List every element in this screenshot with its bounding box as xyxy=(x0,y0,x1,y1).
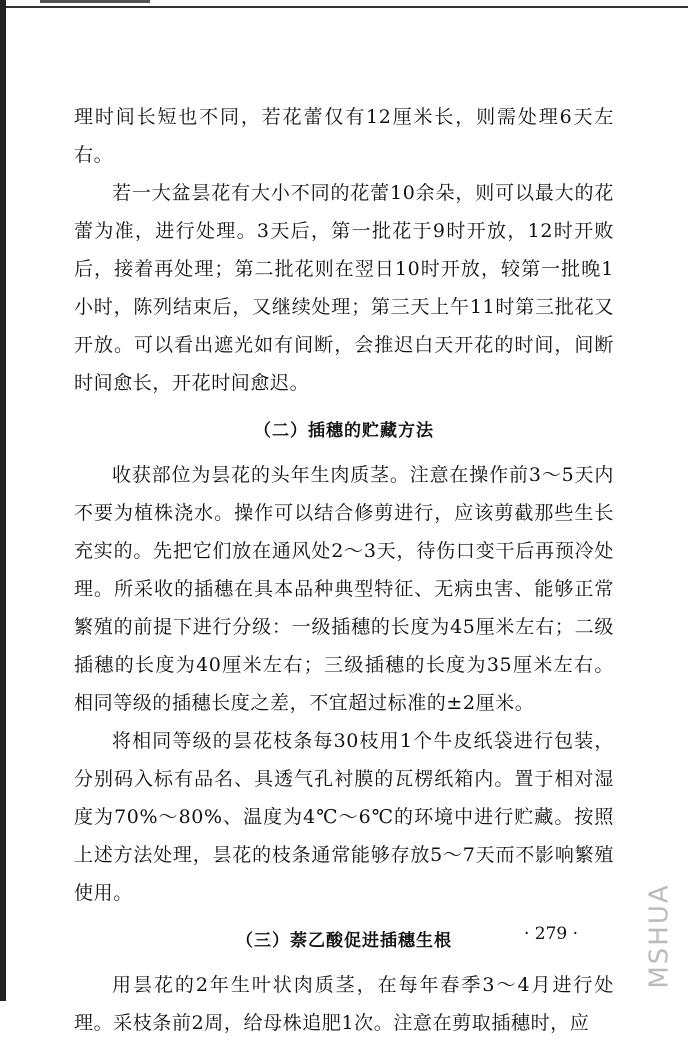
watermark xyxy=(640,880,680,992)
paragraph-5: 用昙花的2年生叶状肉质茎，在每年春季3～4月进行处理。采枝条前2周，给母株追肥1次。注意在剪取插穗时，应 xyxy=(74,974,614,1034)
page-number: · 279 · xyxy=(523,924,579,944)
paragraph-2: 若一大盆昙花有大小不同的花蕾10余朵，则可以最大的花蕾为准，进行处理。3天后，第一批花于9时开放，12时开败后，接着再处理；第二批花则在翌日10时开放，较第一批晚1小时，陈列结束后，又继续处理；第三天上午11时第三批花又开放。可以看出遮光如有间断，会推迟白天开花的时间，间断时间愈长，开花时间愈迟。 xyxy=(74,182,614,394)
section-heading-3: （三）萘乙酸促进插穗生根 xyxy=(236,931,452,951)
paragraph-4: 将相同等级的昙花枝条每30枝用1个牛皮纸袋进行包装，分别码入标有品名、具透气孔衬膜的瓦楞纸箱内。置于相对湿度为70%～80%、温度为4℃～6℃的环境中进行贮藏。按照上述方法处理，昙花的枝条通常能够存放5～7天而不影响繁殖使用。 xyxy=(74,730,614,904)
page-body xyxy=(74,98,614,1042)
paragraph-1: 理时间长短也不同，若花蕾仅有12厘米长，则需处理6天左右。 xyxy=(74,106,614,166)
top-rule xyxy=(0,0,688,8)
section-heading-2: （二）插穗的贮藏方法 xyxy=(254,421,434,441)
watermark-text: MSHUA xyxy=(645,883,675,989)
paragraph-3: 收获部位为昙花的头年生肉质茎。注意在操作前3～5天内不要为植株浇水。操作可以结合修剪进行，应该剪截那些生长充实的。先把它们放在通风处2～3天，待伤口变干后再预冷处理。所采收的插穗在具本品种典型特征、无病虫害、能够正常繁殖的前提下进行分级：一级插穗的长度为45厘米左右；二级插穗的长度为40厘米左右；三级插穗的长度为35厘米左右。相同等级的插穗长度之差，不宜超过标准的±2厘米。 xyxy=(74,464,614,714)
left-margin-bar xyxy=(0,0,6,1001)
